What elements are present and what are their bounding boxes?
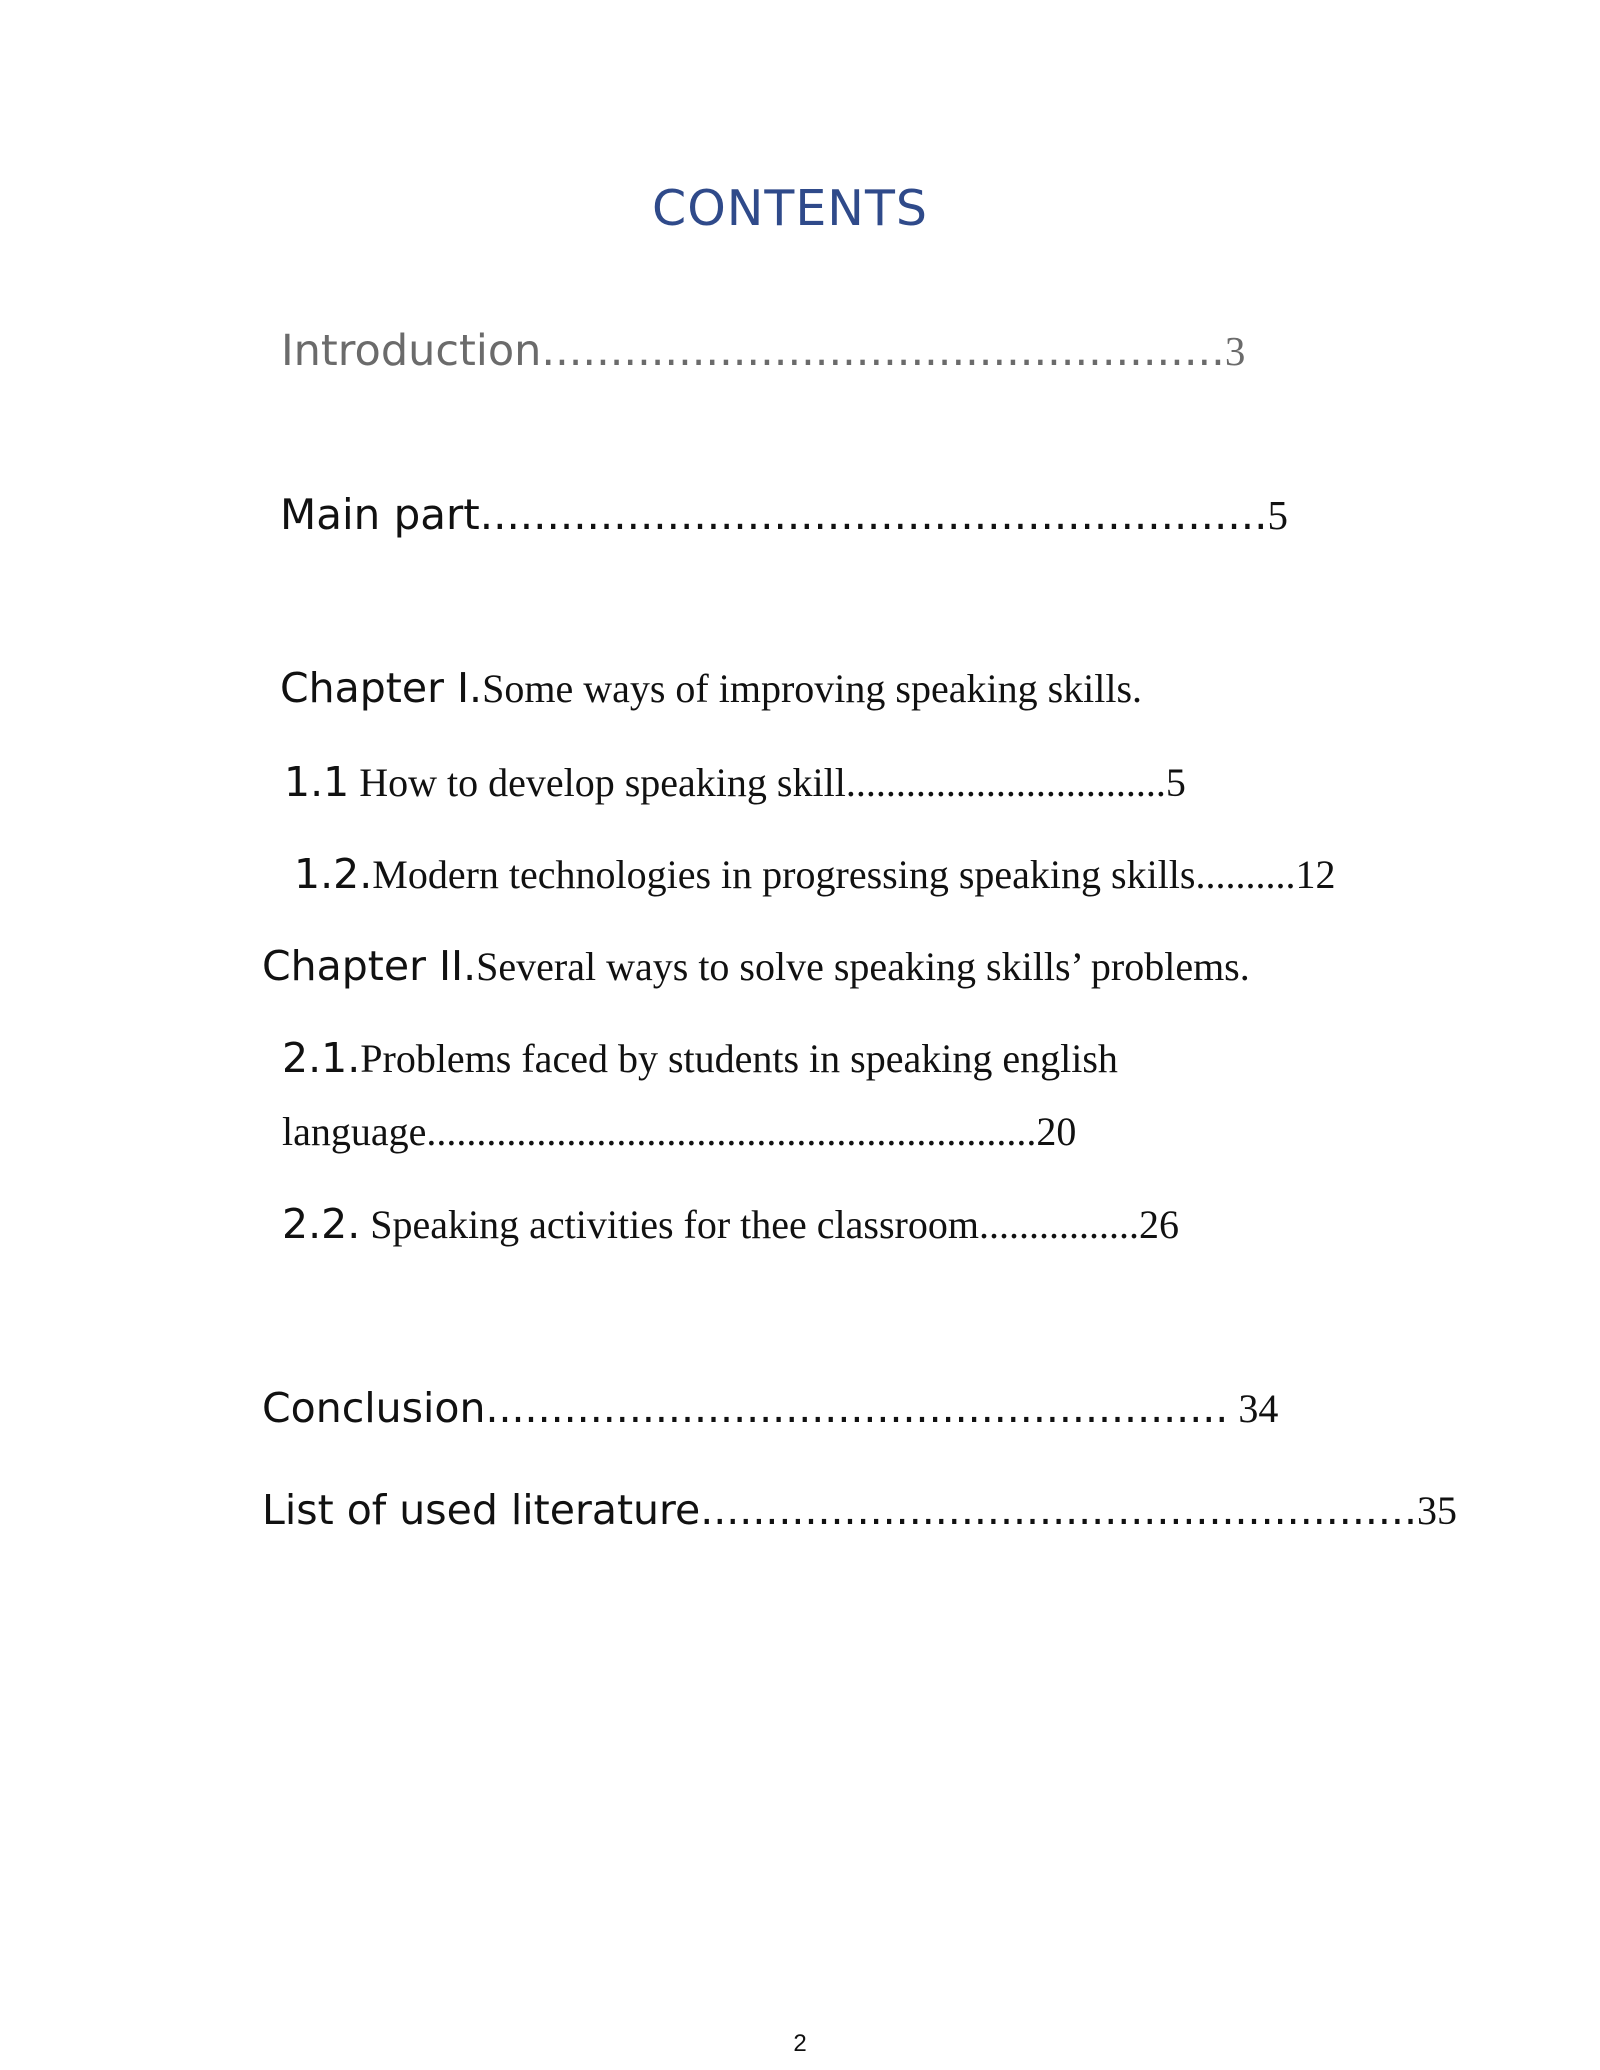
- section-title-continued: language: [282, 1109, 427, 1154]
- section-number: 1.2.: [294, 850, 373, 898]
- toc-entry-introduction: [281, 326, 1245, 376]
- toc-leader-dots: ................................: [845, 760, 1166, 805]
- toc-entry-conclusion: [262, 1384, 1278, 1432]
- toc-page-number: 20: [1036, 1109, 1077, 1154]
- toc-entry-section-2-1-line-2: [282, 1108, 1076, 1155]
- toc-page-number: 34: [1228, 1386, 1279, 1431]
- chapter-title: Several ways to solve speaking skills’ problems.: [476, 944, 1250, 989]
- section-title: Problems faced by students in speaking english: [360, 1036, 1118, 1081]
- toc-page-number: 5: [1165, 760, 1186, 805]
- section-title: Speaking activities for thee classroom: [360, 1202, 979, 1247]
- toc-page-number: 3: [1224, 328, 1246, 374]
- toc-page-number: 35: [1417, 1488, 1457, 1533]
- toc-page-number: 26: [1138, 1202, 1179, 1247]
- toc-label: Introduction: [281, 326, 542, 376]
- toc-label: Conclusion: [262, 1384, 486, 1432]
- section-number: 2.2.: [282, 1200, 361, 1248]
- toc-leader-dots: ..................................................: [541, 326, 1225, 376]
- toc-page-number: 5: [1267, 492, 1288, 538]
- chapter-label: Chapter I.: [280, 664, 483, 712]
- toc-leader-dots: ................: [978, 1202, 1139, 1247]
- section-number: 2.1.: [282, 1034, 361, 1082]
- toc-entry-chapter-1: [280, 664, 1142, 712]
- toc-entry-section-2-1-line-1: [282, 1034, 1118, 1082]
- chapter-label: Chapter II.: [262, 942, 477, 990]
- toc-entry-section-2-2: [282, 1200, 1179, 1248]
- toc-leader-dots: ...........................................................: [479, 490, 1268, 539]
- toc-leader-dots: .........................................................: [485, 1384, 1229, 1432]
- toc-label: Main part: [280, 490, 480, 539]
- toc-entry-chapter-2: [262, 942, 1250, 990]
- toc-entry-literature: [262, 1486, 1457, 1534]
- toc-entry-main-part: [280, 490, 1288, 539]
- page-title: CONTENTS: [651, 180, 929, 237]
- section-title: Modern technologies in progressing speaking skills: [372, 852, 1196, 897]
- toc-leader-dots: ..........: [1195, 852, 1296, 897]
- toc-leader-dots: .......................................................: [700, 1486, 1417, 1534]
- toc-leader-dots: .............................................................: [426, 1109, 1037, 1154]
- section-title: How to develop speaking skill: [349, 760, 846, 805]
- chapter-title: Some ways of improving speaking skills.: [482, 666, 1143, 711]
- page-number: 2: [793, 2030, 807, 2057]
- toc-label: List of used literature: [262, 1486, 701, 1534]
- toc-page-number: 12: [1295, 852, 1336, 897]
- section-number: 1.1: [284, 758, 350, 806]
- toc-entry-section-1-1: [284, 758, 1186, 806]
- toc-entry-section-1-2: [294, 850, 1335, 898]
